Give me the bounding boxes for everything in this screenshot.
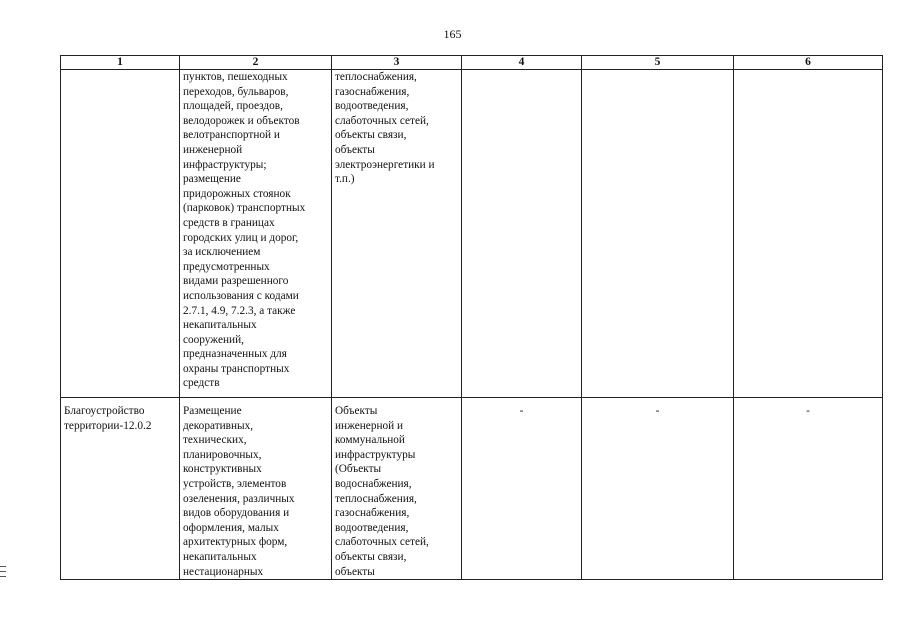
table-cell: пунктов, пешеходных переходов, бульваров, площадей, проездов, велодорожек и объектов велотранспортной и инженерной инфраструктуры; размещение придорожных стоянок (парковок) транспортных средств в границах городских улиц и дорог, за исключением предусмотренных видами разрешенного использования с кодами 2.7.1, 4.9, 7.2.3, а также некапитальных сооружений, предназначенных для охраны транспортных средств (180, 70, 332, 398)
table-cell (734, 70, 883, 398)
table-cell: - (582, 398, 734, 580)
column-header-5: 5 (582, 56, 734, 70)
table-row (61, 398, 883, 580)
table-cell: теплоснабжения, газоснабжения, водоотведения, слаботочных сетей, объекты связи, объекты электроэнергетики и т.п.) (332, 70, 462, 398)
table-cell: - (734, 398, 883, 580)
table-cell: Благоустройство территории-12.0.2 (61, 398, 180, 580)
table-cell (582, 70, 734, 398)
margin-mark (0, 566, 6, 584)
table-cell: Объекты инженерной и коммунальной инфраструктуры (Объекты водоснабжения, теплоснабжения, газоснабжения, водоотведения, слаботочных сетей, объекты связи, объекты (332, 398, 462, 580)
table-row (61, 70, 883, 398)
column-header-1: 1 (61, 56, 180, 70)
table-header-row (61, 56, 883, 70)
table-cell: Размещение декоративных, технических, планировочных, конструктивных устройств, элементов озеленения, различных видов оборудования и оформления, малых архитектурных форм, некапитальных нестационарных (180, 398, 332, 580)
column-header-3: 3 (332, 56, 462, 70)
page-number: 165 (443, 27, 462, 41)
table-cell (61, 70, 180, 398)
table-cell (462, 70, 582, 398)
column-header-6: 6 (734, 56, 883, 70)
table-cell: - (462, 398, 582, 580)
column-header-2: 2 (180, 56, 332, 70)
column-header-4: 4 (462, 56, 582, 70)
regulations-table (60, 55, 883, 580)
